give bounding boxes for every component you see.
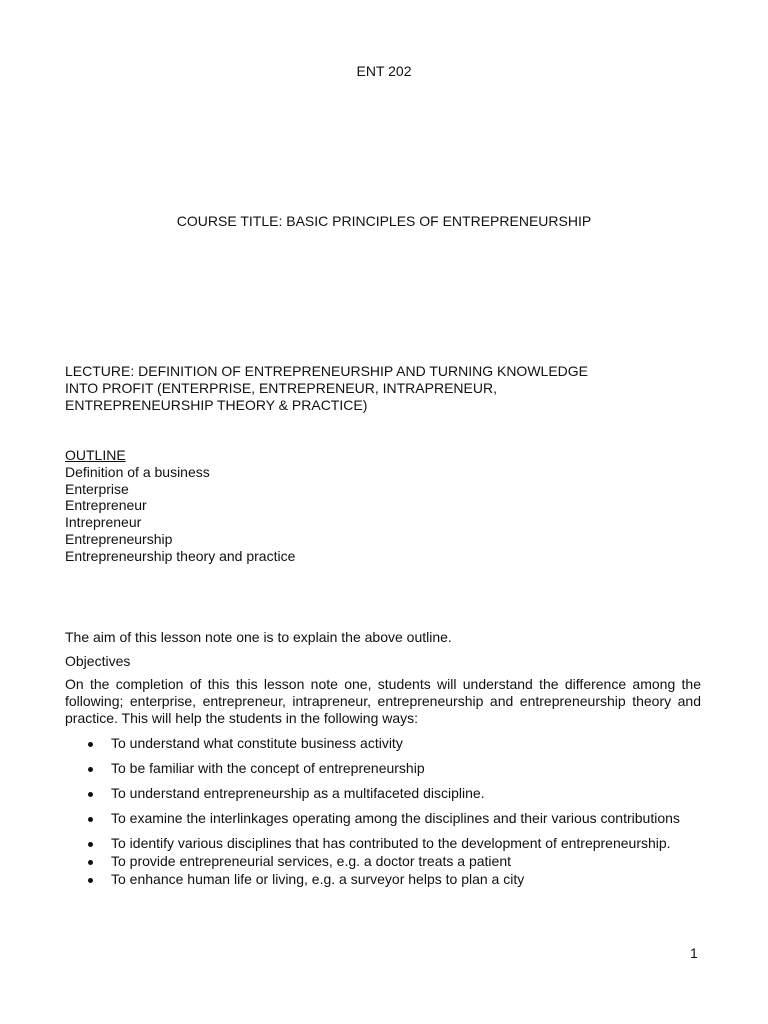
bullet-icon — [88, 767, 93, 772]
lecture-line: INTO PROFIT (ENTERPRISE, ENTREPRENEUR, INTRAPRENEUR, — [65, 380, 497, 396]
outline-item: Entrepreneur — [65, 497, 147, 514]
lecture-heading — [65, 363, 705, 414]
outline-item: Entrepreneurship theory and practice — [65, 547, 296, 564]
page-number: 1 — [690, 945, 698, 961]
outline-item: Intrepreneur — [65, 514, 142, 531]
bullet-icon — [88, 817, 93, 822]
outline-heading: OUTLINE — [65, 447, 126, 463]
list-item — [65, 785, 701, 802]
list-item — [65, 810, 701, 827]
outline-item: Entrepreneurship — [65, 530, 173, 547]
list-item — [65, 835, 701, 852]
list-item — [65, 871, 701, 888]
course-title: COURSE TITLE: BASIC PRINCIPLES OF ENTREPRENEURSHIP — [176, 213, 592, 229]
objectives-list — [65, 735, 701, 888]
list-item-text: To examine the interlinkages operating among the disciplines and their various contributions — [111, 810, 680, 826]
outline-item: Enterprise — [65, 480, 129, 497]
bullet-icon — [88, 860, 93, 865]
list-item — [65, 760, 701, 777]
completion-paragraph: On the completion of this this lesson note one, students will understand the difference among the following; enterprise, entrepreneur, intrapreneur, entrepreneurship and entrepreneurship theory and practice. This will help the students in the following ways: — [65, 676, 701, 726]
course-code: ENT 202 — [356, 63, 412, 79]
list-item-text: To identify various disciplines that has contributed to the development of entrepreneurship. — [111, 835, 671, 851]
outline-item: Definition of a business — [65, 463, 210, 480]
list-item-text: To be familiar with the concept of entrepreneurship — [111, 760, 425, 776]
list-item-text: To understand what constitute business activity — [111, 735, 403, 751]
list-item-text: To enhance human life or living, e.g. a surveyor helps to plan a city — [111, 871, 525, 887]
outline-section — [65, 447, 705, 565]
bullet-icon — [88, 792, 93, 797]
list-item — [65, 735, 701, 752]
list-item-text: To provide entrepreneurial services, e.g. a doctor treats a patient — [111, 853, 511, 869]
lecture-line: ENTREPRENEURSHIP THEORY & PRACTICE) — [65, 397, 368, 413]
aim-paragraph: The aim of this lesson note one is to explain the above outline. — [65, 629, 452, 645]
lecture-line: LECTURE: DEFINITION OF ENTREPRENEURSHIP AND TURNING KNOWLEDGE — [65, 363, 588, 379]
bullet-icon — [88, 878, 93, 883]
bullet-icon — [88, 742, 93, 747]
objectives-label: Objectives — [65, 653, 131, 669]
list-item-text: To understand entrepreneurship as a multifaceted discipline. — [111, 785, 485, 801]
bullet-icon — [88, 842, 93, 847]
list-item — [65, 853, 701, 870]
